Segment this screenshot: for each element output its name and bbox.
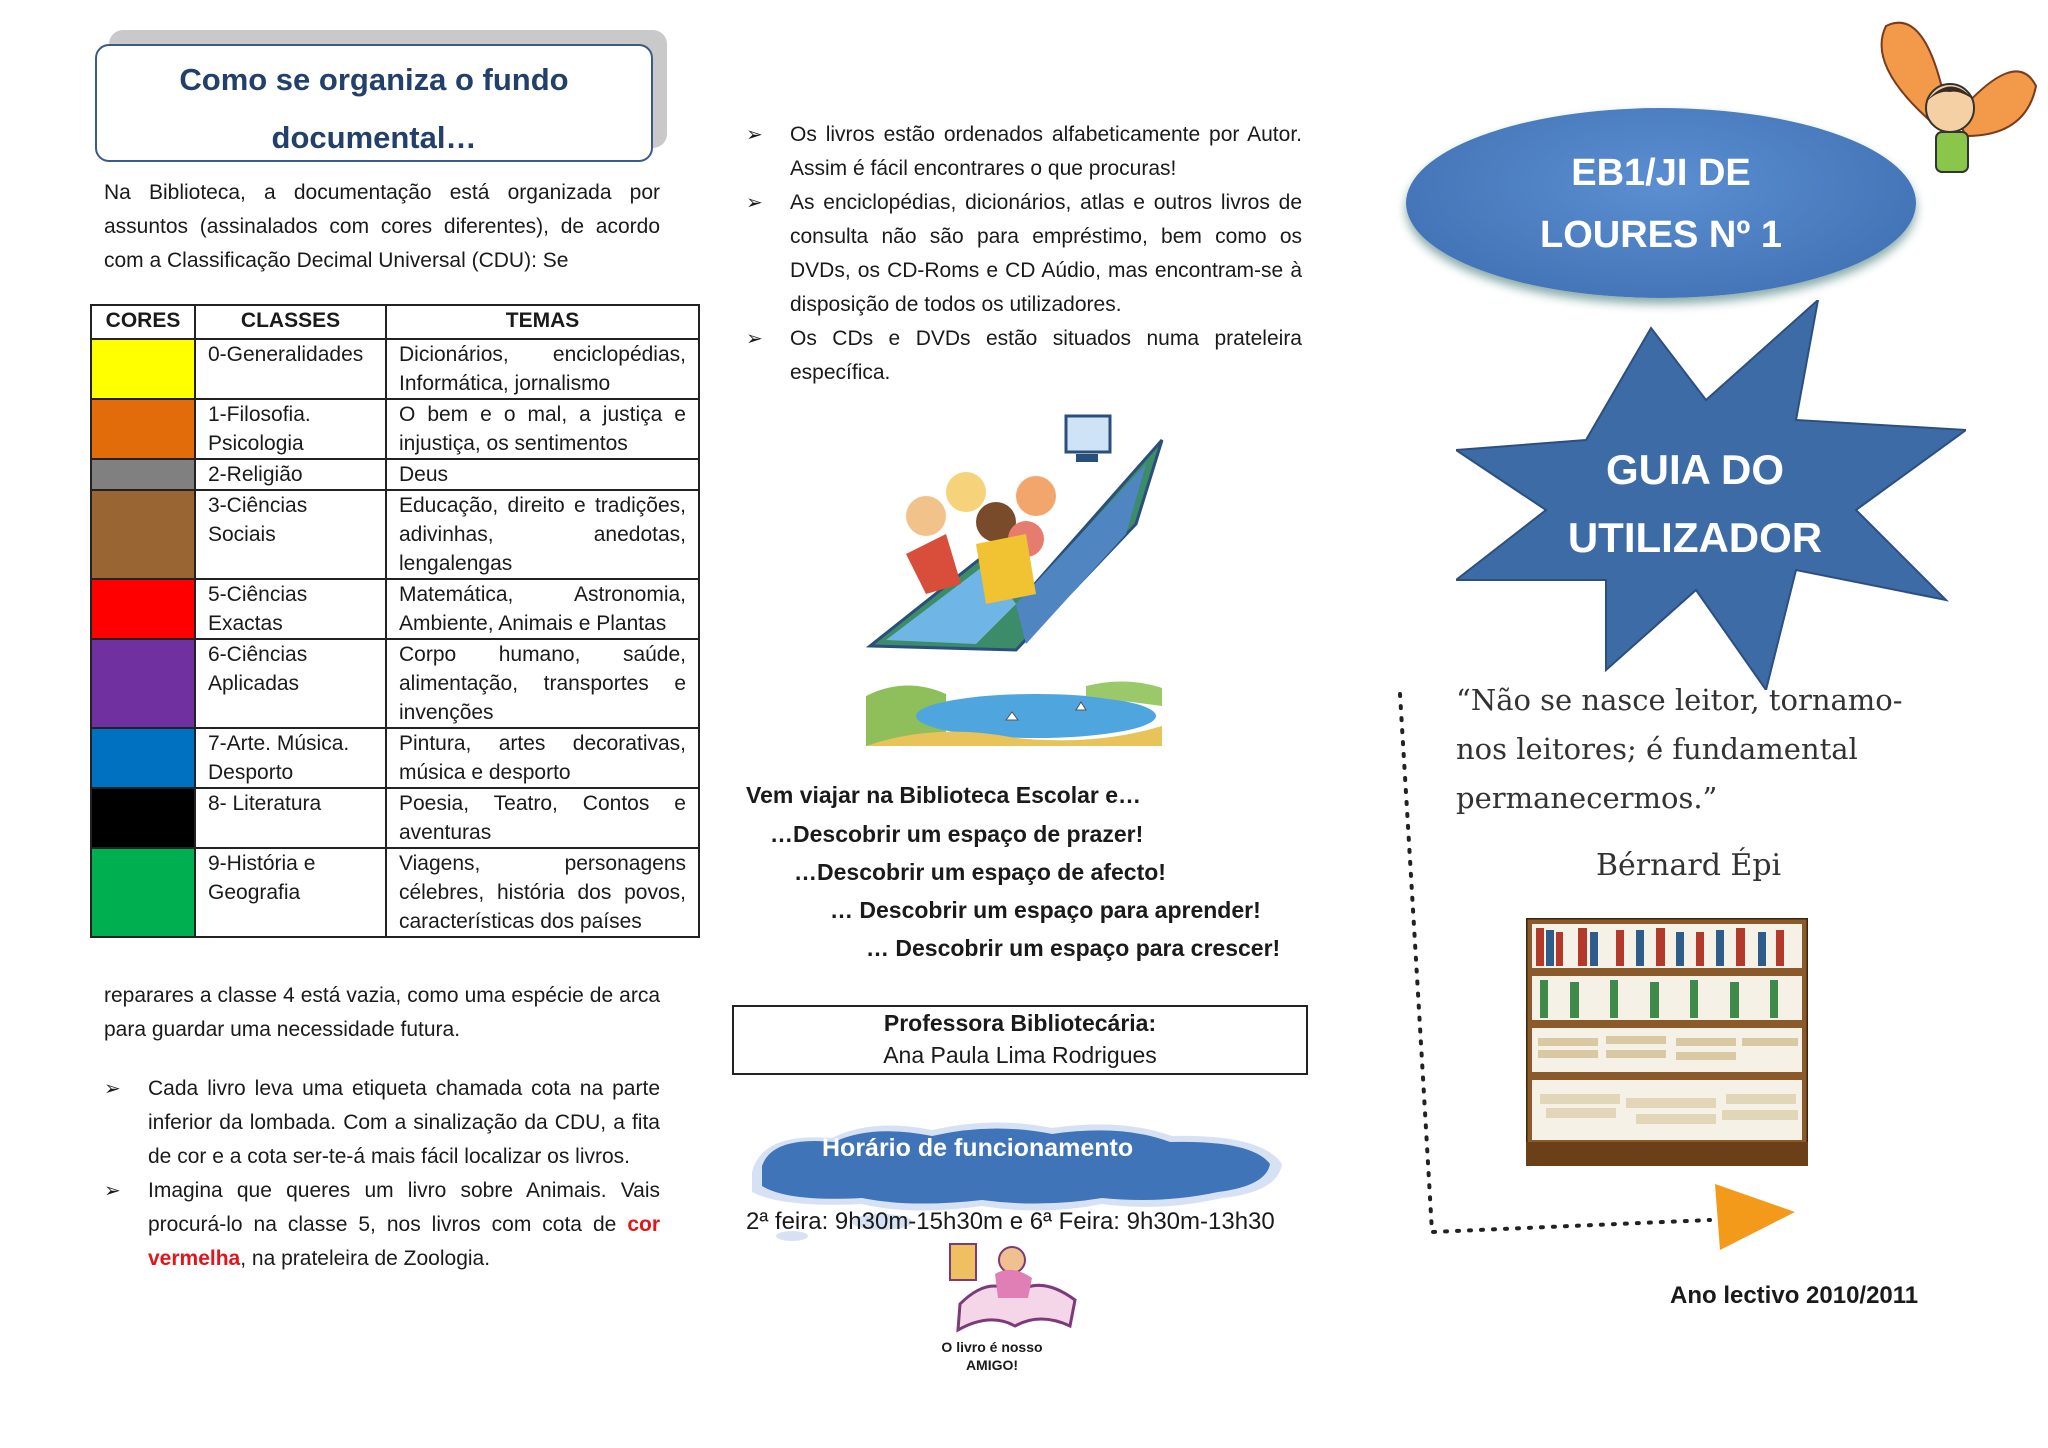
travel-line-3: …Descobrir um espaço de afecto! [794,859,1166,885]
class-cell: 0-Generalidades [195,339,386,399]
theme-cell: Viagens, personagens célebres, história dos povos, características dos países [386,848,699,937]
theme-cell: Educação, direito e tradições, adivinhas, anedotas, lengalengas [386,490,699,579]
table-row [91,459,699,490]
travel-line-5: … Descobrir um espaço para crescer! [866,935,1281,961]
opening-hours: 2ª feira: 9h30m-15h30m e 6ª Feira: 9h30m-13h30 [746,1208,1275,1235]
col-header-cores: CORES [91,305,195,339]
list-item: ➢ Os livros estão ordenados alfabeticamente por Autor. Assim é fácil encontrares o que procuras! [746,118,1302,186]
middle-bullet-list [746,118,1302,390]
librarian-box [732,1005,1308,1075]
theme-cell: Corpo humano, saúde, alimentação, transportes e invenções [386,639,699,728]
table-row [91,788,699,848]
list-item: ➢ As enciclopédias, dicionários, atlas e outros livros de consulta não são para empréstimo, bem como os DVDs, os CD-Roms e CD Aúdio, mas encontram-se à disposição de todos os utilizadores. [746,186,1302,322]
color-swatch [91,339,195,399]
cdu-table [90,304,700,938]
table-row [91,639,699,728]
arrow-bullet-icon: ➢ [104,1180,121,1202]
section-title-box [95,44,653,162]
quote-author: Bérnard Épi [1596,848,1782,883]
guide-title-line2: UTILIZADOR [1567,514,1823,561]
children-on-flying-book-illustration [866,404,1166,654]
table-row [91,728,699,788]
arrow-bullet-icon: ➢ [104,1078,121,1100]
red-color-text: cor vermelha [148,1213,660,1270]
quote-text: “Não se nasce leitor, tornamo-nos leitores; é fundamental permanecermos.” [1456,683,1903,815]
travel-line-2: …Descobrir um espaço de prazer! [770,821,1144,847]
arrow-bullet-icon: ➢ [746,192,763,214]
class-cell: 5-Ciências Exactas [195,579,386,639]
theme-cell: O bem e o mal, a justiça e injustiça, os sentimentos [386,399,699,459]
table-row [91,339,699,399]
left-bullet-list [104,1072,660,1276]
color-swatch [91,728,195,788]
school-year: Ano lectivo 2010/2011 [1670,1282,1919,1309]
class-cell: 9-História e Geografia [195,848,386,937]
after-table-paragraph: reparares a classe 4 está vazia, como uma espécie de arca para guardar uma necessidade futura. [104,984,660,1041]
intro-paragraph: Na Biblioteca, a documentação está organizada por assuntos (assinalados com cores diferentes), de acordo com a Classificação Decimal Universal (CDU): Se [104,181,660,272]
class-cell: 7-Arte. Música. Desporto [195,728,386,788]
color-swatch [91,490,195,579]
guide-title-line1: GUIA DO [1605,446,1785,493]
travel-line-4: … Descobrir um espaço para aprender! [830,897,1261,923]
theme-cell: Dicionários, enciclopédias, Informática, jornalismo [386,339,699,399]
class-cell: 8- Literatura [195,788,386,848]
librarian-title: Professora Bibliotecária: [883,1010,1157,1036]
table-row [91,399,699,459]
list-item: ➢ Cada livro leva uma etiqueta chamada cota na parte inferior da lombada. Com a sinalização da CDU, a fita de cor e a cota ser-te-á mais fácil localizar os livros. [104,1072,660,1174]
travel-line-1: Vem viajar na Biblioteca Escolar e… [746,782,1142,808]
color-swatch [91,848,195,937]
color-swatch [91,788,195,848]
class-cell: 1-Filosofia. Psicologia [195,399,386,459]
class-cell: 2-Religião [195,459,386,490]
list-item: ➢ Imagina que queres um livro sobre Animais. Vais procurá-lo na classe 5, nos livros com cota de cor vermelha, na prateleira de Zoologia. [104,1174,660,1276]
logo-caption: O livro é nosso AMIGO! [941,1339,1043,1373]
arrow-bullet-icon: ➢ [746,328,763,350]
class-cell: 3-Ciências Sociais [195,490,386,579]
section-title-line1: Como se organiza o fundo [179,62,569,97]
section-title-line2: documental… [271,120,477,155]
col-header-temas: TEMAS [386,305,699,339]
table-header-row [91,305,699,339]
schedule-title: Horário de funcionamento [822,1134,1134,1162]
theme-cell: Matemática, Astronomia, Ambiente, Animais e Plantas [386,579,699,639]
class-cell: 6-Ciências Aplicadas [195,639,386,728]
color-swatch [91,459,195,490]
col-header-classes: CLASSES [195,305,386,339]
theme-cell: Poesia, Teatro, Contos e aventuras [386,788,699,848]
librarian-name: Ana Paula Lima Rodrigues [883,1042,1157,1068]
lake-landscape-illustration [866,676,1162,746]
arrow-bullet-icon: ➢ [746,124,763,146]
theme-cell: Deus [386,459,699,490]
bookshelf-illustration [1526,918,1808,1166]
table-row [91,848,699,937]
color-swatch [91,399,195,459]
guide-title [1520,436,1870,572]
school-name-line2: LOURES Nº 1 [1540,214,1782,256]
table-row [91,490,699,579]
theme-cell: Pintura, artes decorativas, música e desporto [386,728,699,788]
girl-reading-book-illustration [940,1234,1090,1334]
school-name-line1: EB1/JI DE [1571,152,1751,194]
school-name-ellipse [1406,108,1916,298]
color-swatch [91,579,195,639]
list-item: ➢ Os CDs e DVDs estão situados numa prateleira específica. [746,322,1302,390]
color-swatch [91,639,195,728]
table-row [91,579,699,639]
